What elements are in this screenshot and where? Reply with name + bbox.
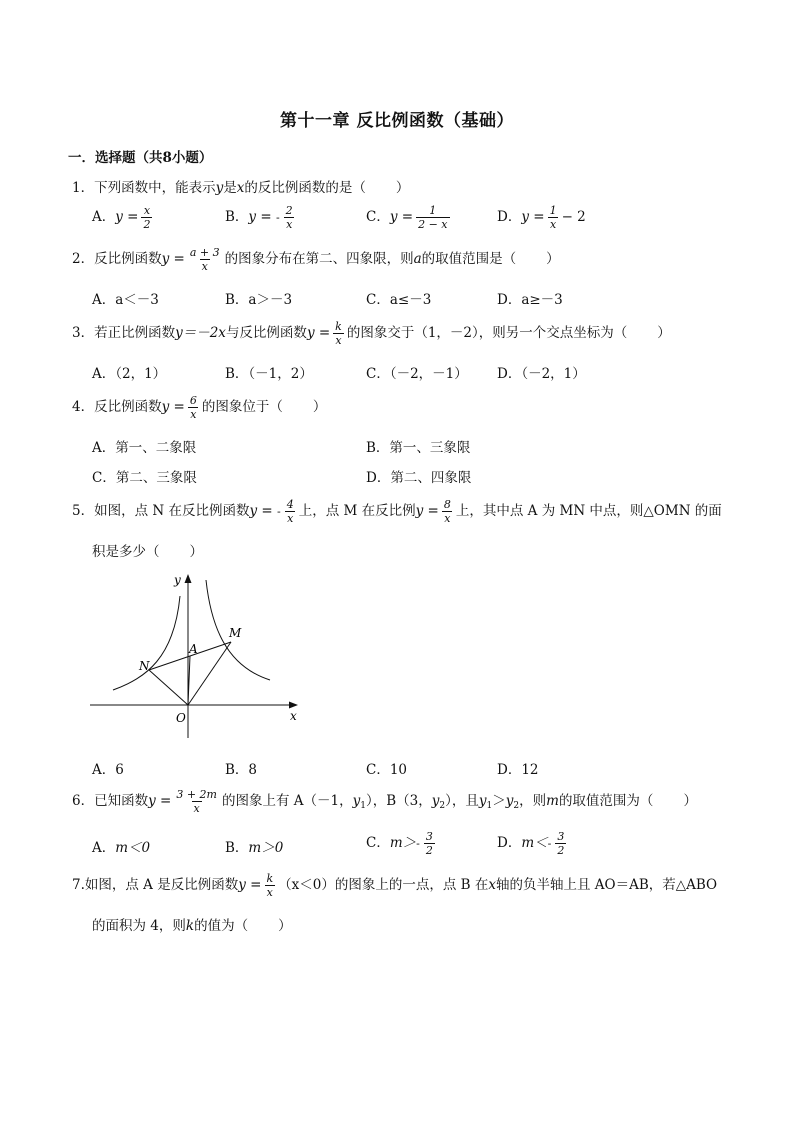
y-axis-label: y	[174, 573, 181, 587]
q3-option-a: A．（2，1）	[92, 366, 167, 382]
question-7-stem	[72, 872, 717, 899]
q3-equation: y＝－2x	[175, 325, 226, 341]
q6-text: ，则	[519, 793, 547, 809]
option-suffix: − 2	[561, 209, 586, 225]
option-text: m＞	[389, 835, 417, 851]
denominator: 2 − x	[418, 218, 448, 231]
numerator: 3	[425, 830, 433, 843]
option-lhs: y =	[248, 209, 272, 225]
denominator: 2	[557, 844, 565, 857]
q4-text: ）	[312, 399, 327, 415]
q4-option-b: B．第一、三象限	[366, 440, 471, 456]
q6-option-b	[225, 836, 283, 856]
fraction	[424, 830, 435, 857]
option-label: D．	[497, 835, 522, 851]
q5-text: ）	[189, 544, 203, 560]
q1-text: 的反比例函数的是（	[244, 180, 366, 196]
question-4-stem	[72, 394, 326, 421]
q3-text: ）	[657, 325, 671, 341]
fraction	[548, 204, 559, 231]
question-5-stem-cont	[92, 540, 203, 560]
q7-text: ）	[278, 918, 292, 934]
curve-n	[113, 596, 180, 690]
y-axis-arrow	[185, 574, 192, 583]
denominator: x	[335, 334, 342, 347]
numerator: 2	[285, 204, 293, 217]
q1-option-a	[92, 204, 155, 231]
q6-text: ），且	[445, 793, 479, 809]
q5-text: 5．如图，点 N 在反比例函数	[72, 503, 250, 519]
q6-var-y: y	[505, 793, 514, 809]
q5-text: 上，其中点 A 为 MN 中点，则△OMN 的面	[455, 503, 722, 519]
option-lhs: y =	[115, 209, 139, 225]
q3-text: 3．若正比例函数	[72, 325, 176, 341]
q3-text: 与反比例函数	[225, 325, 307, 341]
denominator: x	[201, 260, 208, 273]
numerator: 6	[189, 394, 197, 407]
q1-option-d	[497, 204, 586, 231]
q3-text: 的图象交于（1，－2），则另一个交点坐标为（	[346, 325, 628, 341]
q7-text: 的值为（	[194, 918, 249, 934]
q1-option-b	[225, 204, 298, 231]
q1-text: 1．下列函数中，能表示	[72, 180, 216, 196]
q4-option-a: A．第一、二象限	[92, 440, 197, 456]
fraction	[285, 498, 296, 525]
q5-lhs: y =	[415, 503, 439, 519]
denominator: x	[444, 512, 451, 525]
q4-text: 4．反比例函数	[72, 399, 162, 415]
q5-option-b: B．8	[225, 762, 258, 778]
q7-var-x: x	[488, 877, 496, 893]
fraction	[264, 872, 275, 899]
q2-option-c: C．a≤－3	[366, 292, 432, 308]
option-label: C．	[366, 209, 390, 225]
option-text: m＞0	[248, 840, 284, 856]
point-m-label: M	[229, 626, 242, 640]
q3-option-d: D．（－2，1）	[497, 366, 586, 382]
denominator: x	[287, 512, 294, 525]
fraction	[174, 788, 219, 815]
q6-var-y: y	[431, 793, 440, 809]
option-lhs: y =	[389, 209, 414, 225]
q2-text: ）	[546, 251, 560, 267]
q6-text: ）	[683, 793, 697, 809]
q3-option-b: B．（－1，2）	[225, 366, 313, 382]
numerator: 8	[443, 498, 451, 511]
q4-option-c: C．第二、三象限	[92, 470, 197, 486]
denominator: x	[266, 886, 273, 899]
q2-text: 的取值范围是（	[421, 251, 517, 267]
q5-option-c: C．10	[366, 762, 408, 778]
q6-text: 的取值范围为（	[558, 793, 654, 809]
section-heading: 一．选择题（共8小题）	[68, 150, 213, 166]
fraction	[188, 394, 199, 421]
option-label: C．	[366, 835, 390, 851]
numerator: k	[335, 320, 342, 333]
x-axis-arrow	[289, 702, 298, 709]
option-text: m＜0	[115, 840, 151, 856]
question-3-stem	[72, 320, 671, 347]
numerator: a + 3	[189, 246, 220, 259]
numerator: x	[143, 204, 151, 217]
page-title: 第十一章 反比例函数（基础）	[280, 111, 514, 131]
denominator: x	[190, 408, 197, 421]
q2-option-b: B．a＞－3	[225, 292, 293, 308]
numerator: 1	[429, 204, 437, 217]
fraction	[188, 246, 222, 273]
segment-no	[149, 670, 188, 705]
q5-text: 上，点 M 在反比例	[298, 503, 416, 519]
q6-text: ），B（3，	[365, 793, 432, 809]
question-1-stem	[72, 176, 409, 196]
denominator: x	[286, 218, 293, 231]
q5-lhs: y =	[249, 503, 273, 519]
fraction	[284, 204, 295, 231]
q1-text: ）	[395, 180, 410, 196]
q6-option-a	[92, 836, 150, 856]
q2-option-d: D．a≥－3	[497, 292, 563, 308]
denominator: 2	[425, 844, 433, 857]
question-6-stem: 6．已知函数y = $\frac{3 + 2m}{x}$ 的图象上有 A（－1，$y_1$），B（3，$y_2$），且$y_1>y_2$，则m的取值范围为（ ）	[72, 788, 697, 815]
option-label: A．	[92, 209, 116, 225]
q7-text: 的面积为 4，则	[92, 918, 186, 934]
q2-text: 的图象分布在第二、四象限，则	[224, 251, 414, 267]
q1-option-c	[366, 204, 453, 231]
fraction	[442, 498, 453, 525]
numerator: 3 + 2m	[176, 788, 217, 801]
q6-text: ＞	[492, 793, 506, 809]
option-text: m＜	[521, 835, 548, 851]
q6-var-y: y	[352, 793, 361, 809]
q6-option-d: D．m＜- $\frac{3}{2}$	[497, 830, 565, 857]
q6-lhs: y =	[148, 793, 172, 809]
point-n-label: N	[139, 659, 150, 673]
fraction	[555, 830, 566, 857]
question-5-stem: 5．如图，点 N 在反比例函数y = - $\frac{4}{x}$ 上，点 M 在反比例y = $\frac{8}{x}$ 上，其中点 A 为 MN 中点，则△OMN 的面	[72, 498, 722, 525]
hyperbola-figure	[86, 566, 306, 744]
x-axis-label: x	[290, 709, 297, 723]
numerator: 4	[286, 498, 294, 511]
question-7-stem-cont	[92, 914, 292, 934]
q7-text: 轴的负半轴上且 AO＝AB，若△ABO	[495, 877, 718, 893]
denominator: 2	[143, 218, 151, 231]
q2-var-a: a	[413, 251, 422, 267]
q1-var-x: x	[236, 180, 245, 196]
minus-sign: -	[275, 211, 280, 224]
q2-text: 2．反比例函数	[72, 251, 162, 267]
q2-option-a: A．a＜－3	[92, 292, 159, 308]
fraction	[416, 204, 449, 231]
q7-text: （x＜0）的图象上的一点，点 B 在	[278, 877, 489, 893]
point-a-label: A	[189, 642, 198, 656]
q5-text: 积是多少（	[92, 544, 160, 560]
q4-option-d: D．第二、四象限	[366, 470, 472, 486]
q4-lhs: y =	[161, 399, 185, 415]
q7-var-k: k	[185, 918, 195, 934]
q5-option-a: A．6	[92, 762, 124, 778]
option-label: B．	[225, 840, 249, 856]
option-label: D．	[497, 209, 522, 225]
q6-text: 的图象上有 A（－1，	[221, 793, 353, 809]
q5-option-d: D．12	[497, 762, 539, 778]
question-2-stem	[72, 246, 560, 273]
q1-text: 是	[223, 180, 237, 196]
denominator: x	[549, 218, 557, 231]
q3-lhs: y =	[306, 325, 331, 341]
q7-text: 7.如图，点 A 是反比例函数	[72, 877, 239, 893]
q7-lhs: y =	[238, 877, 262, 893]
q6-var-y: y	[478, 793, 487, 809]
option-label: B．	[225, 209, 249, 225]
q6-var-m: m	[546, 793, 559, 809]
q6-option-c: C．m＞- $\frac{3}{2}$	[366, 830, 433, 857]
q1-var-y: y	[215, 180, 224, 196]
q6-text: 6．已知函数	[72, 793, 149, 809]
option-label: A．	[92, 840, 116, 856]
q2-lhs: y =	[161, 251, 185, 267]
q4-text: 的图象位于（	[201, 399, 283, 415]
denominator: x	[193, 802, 200, 815]
numerator: k	[266, 872, 274, 885]
option-lhs: y =	[521, 209, 545, 225]
numerator: 1	[549, 204, 557, 217]
numerator: 3	[557, 830, 565, 843]
fraction	[141, 204, 152, 231]
origin-label: O	[176, 711, 186, 725]
q3-option-c: C．（－2，－1）	[366, 366, 468, 382]
fraction	[333, 320, 344, 347]
